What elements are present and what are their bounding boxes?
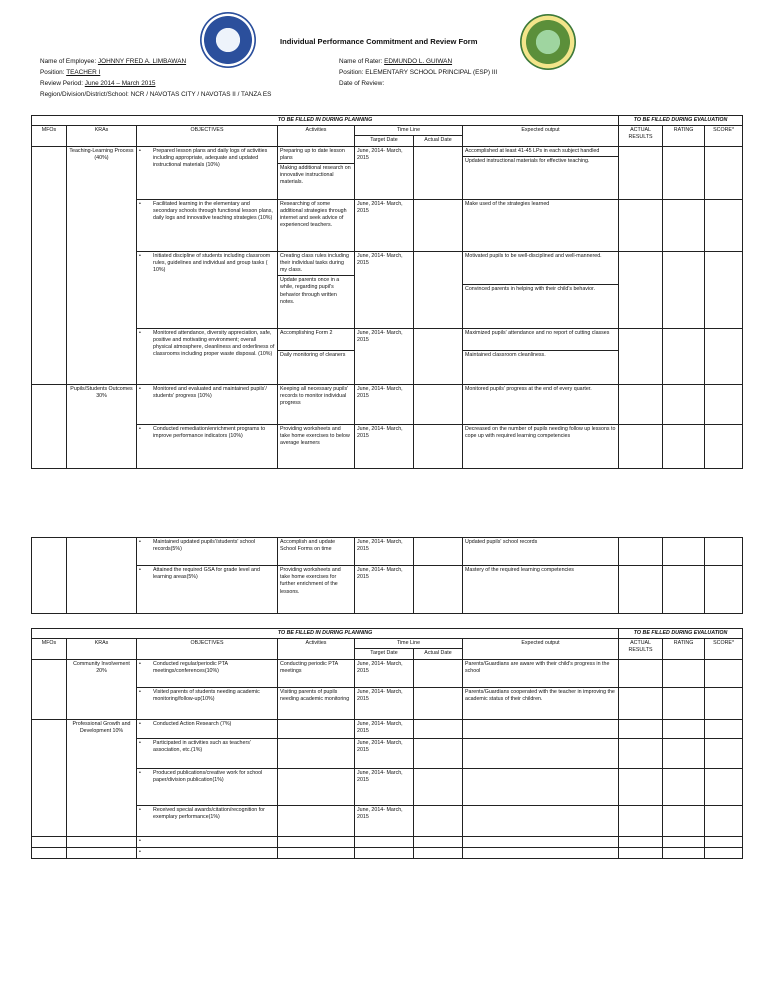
target-date: June, 2014- March, 2015 — [355, 738, 414, 768]
activity-text: Preparing up to date lesson plans — [280, 147, 345, 161]
output-text: Convinced parents in helping with their child's behavior. — [463, 284, 618, 293]
objective-text: Attained the required GSA for grade level and learning areas(5%) — [153, 567, 260, 581]
activity-text: Creating class rules including their individual tasks during my class. — [280, 252, 349, 274]
activity-text: Providing worksheets and take home exercises for further enrichment of the lessons. — [278, 566, 355, 614]
form-title: Individual Performance Commitment and Review Form — [280, 37, 478, 46]
performance-table-2 — [31, 537, 743, 614]
target-date: June, 2014- March, 2015 — [355, 538, 414, 566]
kra-label: Community Involvement 20% — [67, 659, 137, 719]
bullet: • — [139, 848, 141, 855]
objective-text: Received special awards/citation/recognition for exemplary performance(1%) — [153, 806, 265, 820]
employee-position: TEACHER I — [66, 69, 101, 76]
col-timeline: Time Line — [355, 639, 463, 649]
table-row — [32, 384, 743, 424]
target-date: June, 2014- March, 2015 — [355, 805, 414, 836]
activity-text: Conducting periodic PTA meetings — [278, 659, 355, 687]
planning-header: TO BE FILLED IN DURING PLANNING — [32, 629, 619, 639]
bullet: • — [139, 385, 141, 392]
output-text: Mastery of the required learning competencies — [463, 566, 619, 614]
table-row — [32, 424, 743, 468]
employee-name: JOHNNY FRED A. LIMBAWAN — [97, 58, 187, 65]
col-output: Expected output — [463, 639, 619, 659]
kra-label: Professional Growth and Development 10% — [67, 719, 137, 836]
objective-text: Facilitated learning in the elementary and secondary schools through functional lesson plans, daily logs and innovative teaching strategies (10%) — [153, 200, 273, 222]
region-value: NCR / NAVOTAS CITY / NAVOTAS II / TANZA ES — [130, 91, 272, 98]
target-date: June, 2014- March, 2015 — [355, 146, 414, 199]
bullet: • — [139, 425, 141, 432]
activity-text: Daily monitoring of cleaners — [278, 350, 354, 359]
evaluation-header: TO BE FILLED DURING EVALUATION — [619, 116, 743, 126]
planning-header: TO BE FILLED IN DURING PLANNING — [32, 116, 619, 126]
col-objectives: OBJECTIVES — [137, 639, 278, 659]
table-row — [32, 199, 743, 251]
objective-text: Conducted remediation/enrichment programs to improve performance indicators (10%) — [153, 425, 266, 439]
activity-text: Visiting parents of pupils needing academic monitoring — [278, 687, 355, 719]
table-row — [32, 738, 743, 768]
table-row — [32, 719, 743, 738]
output-text: Updated instructional materials for effective teaching. — [463, 156, 618, 165]
objective-text: Conducted Action Research (7%) — [153, 720, 232, 727]
target-date: June, 2014- March, 2015 — [355, 251, 414, 328]
objective-text: Initiated discipline of students including classroom rules, guidelines and individual and group tasks ( 10%) — [153, 252, 271, 274]
output-text: Maintained classroom cleanliness. — [463, 350, 618, 359]
output-text: Make used of the strategies learned — [463, 199, 619, 251]
col-rating: RATING — [663, 126, 705, 146]
bullet: • — [139, 769, 141, 776]
kra-label: Pupils/Students Outcomes 30% — [67, 384, 137, 468]
target-date: June, 2014- March, 2015 — [355, 424, 414, 468]
school-seal-logo — [520, 14, 576, 70]
col-timeline: Time Line — [355, 126, 463, 136]
target-date: June, 2014- March, 2015 — [355, 719, 414, 738]
table-row — [32, 847, 743, 858]
target-date: June, 2014- March, 2015 — [355, 659, 414, 687]
target-date: June, 2014- March, 2015 — [355, 328, 414, 384]
objective-text: Prepared lesson plans and daily logs of activities including appropriate, adequate and updated instructional materials (10%) — [153, 147, 268, 169]
table-row — [32, 768, 743, 805]
employee-info — [40, 56, 271, 100]
evaluation-header: TO BE FILLED DURING EVALUATION — [619, 629, 743, 639]
bullet: • — [139, 147, 141, 154]
objective-text: Maintained updated pupils'/students' school records(5%) — [153, 539, 256, 553]
target-date: June, 2014- March, 2015 — [355, 687, 414, 719]
table-row — [32, 146, 743, 199]
objective-text: Monitored attendance, diversity appreciation, safe, positive and motivating environment; overall physical atmosphere, cleanliness and orderliness of classrooms including proper waste disposal. (10%) — [153, 329, 275, 358]
table-row — [32, 251, 743, 328]
bullet: • — [139, 806, 141, 813]
bullet: • — [139, 200, 141, 207]
region-label: Region/Division/District/School: — [40, 91, 129, 98]
activity-text: Making additional research on innovative instructional materials. — [278, 163, 354, 187]
col-score: SCORE* — [705, 126, 743, 146]
employee-label: Name of Employee: — [40, 58, 97, 65]
table-row — [32, 538, 743, 566]
output-text: Parents/Guardians cooperated with the teacher in improving the academic status of their children. — [463, 687, 619, 719]
table-row — [32, 836, 743, 847]
col-target-date: Target Date — [355, 649, 414, 659]
target-date: June, 2014- March, 2015 — [355, 384, 414, 424]
col-output: Expected output — [463, 126, 619, 146]
activity-text: Accomplishing Form 2 — [280, 329, 333, 336]
output-text: Motivated pupils to be well-disciplined and well-mannered. — [465, 252, 602, 259]
rater-label: Name of Rater: — [339, 58, 383, 65]
col-mfos: MFOs — [32, 126, 67, 146]
col-actual-date: Actual Date — [414, 136, 463, 146]
col-activities: Activities — [278, 639, 355, 659]
table-row — [32, 659, 743, 687]
objective-text: Produced publications/creative work for school paper/division publication(1%) — [153, 769, 263, 783]
rater-position-label: Position: — [339, 69, 364, 76]
bullet: • — [139, 837, 141, 844]
output-text: Maximized pupils' attendance and no report of cutting classes — [465, 329, 610, 336]
col-target-date: Target Date — [355, 136, 414, 146]
kra-label: Teaching-Learning Process (40%) — [67, 146, 137, 384]
output-text: Decreased on the number of pupils needing follow up lessons to cope up with required learning competencies — [463, 424, 619, 468]
target-date: June, 2014- March, 2015 — [355, 199, 414, 251]
bullet: • — [139, 567, 141, 573]
period-label: Review Period: — [40, 80, 83, 87]
output-text: Accomplished at least 41-45 LPs in each subject handled — [465, 147, 600, 154]
col-mfos: MFOs — [32, 639, 67, 659]
bullet: • — [139, 720, 141, 727]
rater-info — [339, 56, 497, 89]
bullet: • — [139, 252, 141, 259]
rater-position: ELEMENTARY SCHOOL PRINCIPAL (ESP) III — [365, 69, 498, 76]
col-score: SCORE* — [705, 639, 743, 659]
activity-text: Accomplish and update School Forms on time — [278, 538, 355, 566]
rater-name: EDMUNDO L. GUIWAN — [384, 58, 453, 65]
objective-text: Conducted regular/periodic PTA meetings/conferences(10%) — [153, 660, 228, 674]
output-text: Updated pupils' school records — [463, 538, 619, 566]
table-row — [32, 566, 743, 614]
activity-text: Update parents once in a while, regarding pupil's behavior through written notes. — [278, 275, 354, 306]
col-kras: KRAs — [67, 126, 137, 146]
table-row — [32, 805, 743, 836]
bullet: • — [139, 688, 141, 695]
performance-table-3 — [31, 628, 743, 859]
bullet: • — [139, 539, 141, 545]
col-kras: KRAs — [67, 639, 137, 659]
performance-table-1 — [31, 115, 743, 469]
activity-text: Providing worksheets and take home exercises to below average learners — [278, 424, 355, 468]
col-rating: RATING — [663, 639, 705, 659]
review-date-label: Date of Review: — [339, 80, 385, 87]
target-date: June, 2014- March, 2015 — [355, 768, 414, 805]
output-text: Monitored pupils' progress at the end of every quarter. — [463, 384, 619, 424]
objective-text: Participated in activities such as teachers' association, etc.(1%) — [153, 739, 251, 753]
col-results: ACTUAL RESULTS — [619, 126, 663, 146]
col-objectives: OBJECTIVES — [137, 126, 278, 146]
col-activities: Activities — [278, 126, 355, 146]
table-row — [32, 687, 743, 719]
output-text: Parents/Guardians are aware with their child's progress in the school — [463, 659, 619, 687]
objective-text: Monitored and evaluated and maintained pupils'/ students' progress (10%) — [153, 385, 267, 399]
review-period: June 2014 – March 2015 — [84, 80, 156, 87]
bullet: • — [139, 329, 141, 336]
col-results: ACTUAL RESULTS — [619, 639, 663, 659]
table-row — [32, 328, 743, 384]
bullet: • — [139, 739, 141, 746]
objective-text: Visited parents of students needing academic monitoring/follow-up(10%) — [153, 688, 260, 702]
activity-text: Keeping all necessary pupils' records to monitor individual progress — [278, 384, 355, 424]
position-label: Position: — [40, 69, 65, 76]
bullet: • — [139, 660, 141, 667]
target-date: June, 2014- March, 2015 — [355, 566, 414, 614]
col-actual-date: Actual Date — [414, 649, 463, 659]
activity-text: Researching of some additional strategies through internet and seek advice of experienced teachers. — [278, 199, 355, 251]
